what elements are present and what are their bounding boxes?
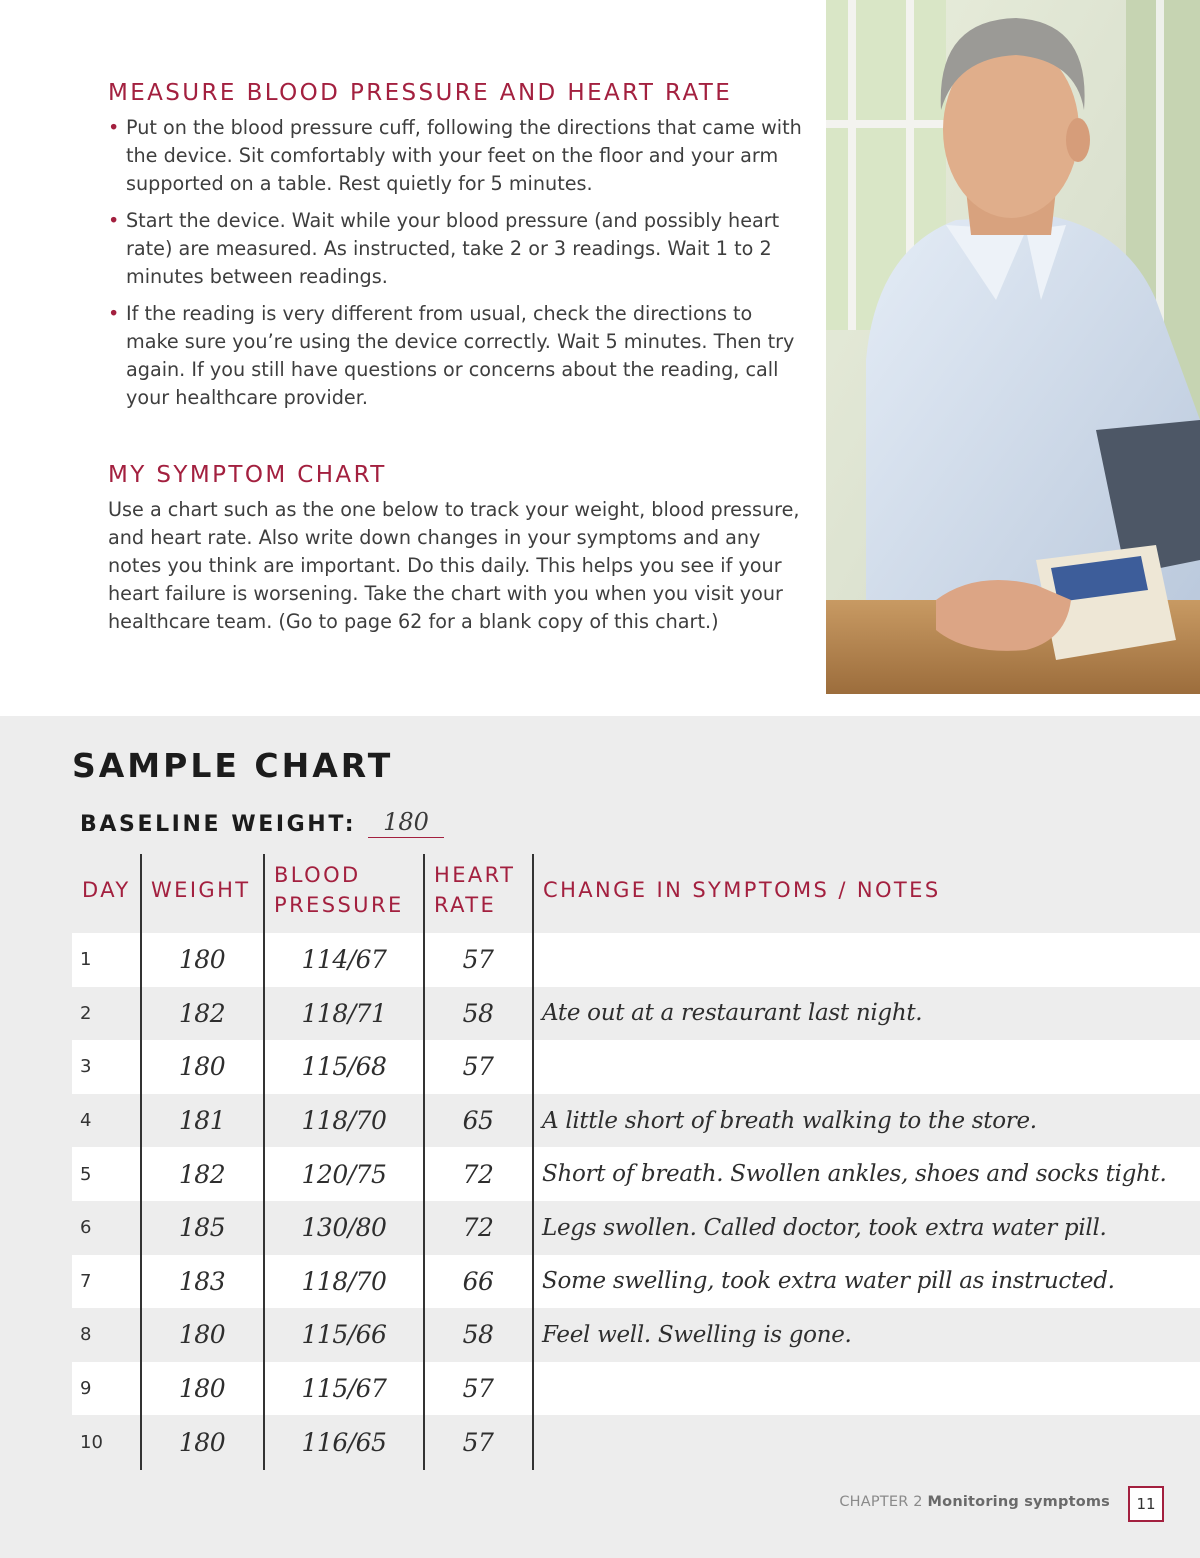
heart-rate-cell: 66 (462, 1266, 494, 1296)
symptom-section-title: MY SYMPTOM CHART (108, 462, 387, 488)
header-bp-line2: PRESSURE (274, 893, 404, 917)
blood-pressure-cell: 120/75 (301, 1159, 387, 1189)
table-row (72, 1201, 1200, 1255)
header-bp-line1: BLOOD (274, 863, 361, 887)
day-cell: 8 (80, 1324, 92, 1346)
footer-section-title: Monitoring symptoms (927, 1494, 1110, 1510)
weight-cell: 181 (178, 1106, 226, 1136)
sample-chart-section (0, 716, 1200, 1558)
day-cell: 7 (80, 1270, 92, 1292)
measure-section-title: MEASURE BLOOD PRESSURE AND HEART RATE (108, 80, 733, 106)
bullet-dot-icon: • (108, 302, 120, 325)
bullet-item (108, 300, 808, 412)
heart-rate-cell: 72 (462, 1213, 494, 1243)
notes-cell: Ate out at a restaurant last night. (542, 1000, 923, 1027)
day-cell: 6 (80, 1217, 92, 1239)
table-row (72, 1094, 1200, 1148)
table-row (72, 1040, 1200, 1094)
weight-cell: 180 (178, 1052, 226, 1082)
table-row (72, 1308, 1200, 1362)
bullet-text: Put on the blood pressure cuff, following the directions that came with the device. Sit comfortably with your feet on the floor and your arm supported on a table. Rest quietly for 5 minutes. (126, 116, 802, 195)
weight-cell: 182 (178, 1159, 226, 1189)
weight-cell: 180 (178, 1427, 226, 1457)
header-heart-rate (434, 860, 515, 920)
blood-pressure-cell: 116/65 (301, 1427, 387, 1457)
header-blood-pressure (274, 860, 404, 920)
baseline-weight-value: 180 (368, 808, 444, 838)
bullet-item (108, 207, 808, 291)
header-weight: WEIGHT (151, 878, 251, 902)
header-day: DAY (82, 878, 131, 902)
table-row (72, 1362, 1200, 1416)
day-cell: 3 (80, 1056, 92, 1078)
column-divider (263, 854, 265, 1470)
instructions-column (108, 80, 808, 636)
column-divider (423, 854, 425, 1470)
heart-rate-cell: 72 (462, 1159, 494, 1189)
measure-bullet-list (108, 114, 808, 412)
day-cell: 9 (80, 1378, 92, 1400)
blood-pressure-cell: 114/67 (301, 945, 387, 975)
heart-rate-cell: 65 (462, 1106, 494, 1136)
table-row (72, 933, 1200, 987)
bullet-dot-icon: • (108, 209, 120, 232)
header-hr-line1: HEART (434, 863, 516, 887)
bullet-item (108, 114, 808, 198)
symptom-section-body: Use a chart such as the one below to track your weight, blood pressure, and heart rate. Also write down changes in your symptoms and any notes you think are important. Do this daily. This helps you see if your heart failure is worsening. Take the chart with you when you visit your healthcare team. (Go to page 62 for a blank copy of this chart.) (108, 498, 800, 633)
notes-cell: Short of breath. Swollen ankles, shoes and socks tight. (542, 1161, 1167, 1188)
man-taking-blood-pressure-photo (826, 0, 1200, 694)
footer-chapter (839, 1494, 1110, 1510)
weight-cell: 180 (178, 945, 226, 975)
table-row (72, 1415, 1200, 1469)
day-cell: 1 (80, 949, 92, 971)
notes-cell: Some swelling, took extra water pill as instructed. (542, 1268, 1115, 1295)
heart-rate-cell: 58 (462, 1320, 494, 1350)
heart-rate-cell: 57 (462, 1052, 494, 1082)
notes-cell: Legs swollen. Called doctor, took extra water pill. (542, 1214, 1107, 1241)
bullet-text: If the reading is very different from usual, check the directions to make sure you’re using the device correctly. Wait 5 minutes. Then try again. If you still have questions or concerns about the reading, call your healthcare provider. (126, 302, 795, 409)
day-cell: 4 (80, 1110, 92, 1132)
blood-pressure-cell: 115/66 (301, 1320, 387, 1350)
baseline-weight-label: BASELINE WEIGHT: (80, 812, 357, 837)
blood-pressure-cell: 115/67 (301, 1374, 387, 1404)
table-row (72, 1255, 1200, 1309)
weight-cell: 180 (178, 1320, 226, 1350)
top-section (0, 0, 1200, 716)
column-divider (140, 854, 142, 1470)
blood-pressure-cell: 118/70 (301, 1266, 387, 1296)
blood-pressure-cell: 118/70 (301, 1106, 387, 1136)
day-cell: 10 (80, 1431, 103, 1453)
footer-chapter-label: CHAPTER 2 (839, 1494, 928, 1510)
table-row (72, 1147, 1200, 1201)
sample-chart-heading: SAMPLE CHART (72, 746, 394, 785)
heart-rate-cell: 58 (462, 998, 494, 1028)
weight-cell: 183 (178, 1266, 226, 1296)
weight-cell: 182 (178, 998, 226, 1028)
blood-pressure-cell: 115/68 (301, 1052, 387, 1082)
column-divider (532, 854, 534, 1470)
table-row (72, 987, 1200, 1041)
notes-cell: A little short of breath walking to the store. (542, 1107, 1037, 1134)
heart-rate-cell: 57 (462, 945, 494, 975)
bullet-dot-icon: • (108, 116, 120, 139)
blood-pressure-cell: 118/71 (301, 998, 387, 1028)
blood-pressure-cell: 130/80 (301, 1213, 387, 1243)
bullet-text: Start the device. Wait while your blood pressure (and possibly heart rate) are measured. As instructed, take 2 or 3 readings. Wait 1 to 2 minutes between readings. (126, 209, 780, 288)
header-notes: CHANGE IN SYMPTOMS / NOTES (543, 878, 941, 902)
header-hr-line2: RATE (434, 893, 497, 917)
notes-cell: Feel well. Swelling is gone. (542, 1321, 852, 1348)
weight-cell: 185 (178, 1213, 226, 1243)
day-cell: 2 (80, 1002, 92, 1024)
heart-rate-cell: 57 (462, 1427, 494, 1457)
weight-cell: 180 (178, 1374, 226, 1404)
page-number: 11 (1128, 1486, 1164, 1522)
day-cell: 5 (80, 1163, 92, 1185)
heart-rate-cell: 57 (462, 1374, 494, 1404)
